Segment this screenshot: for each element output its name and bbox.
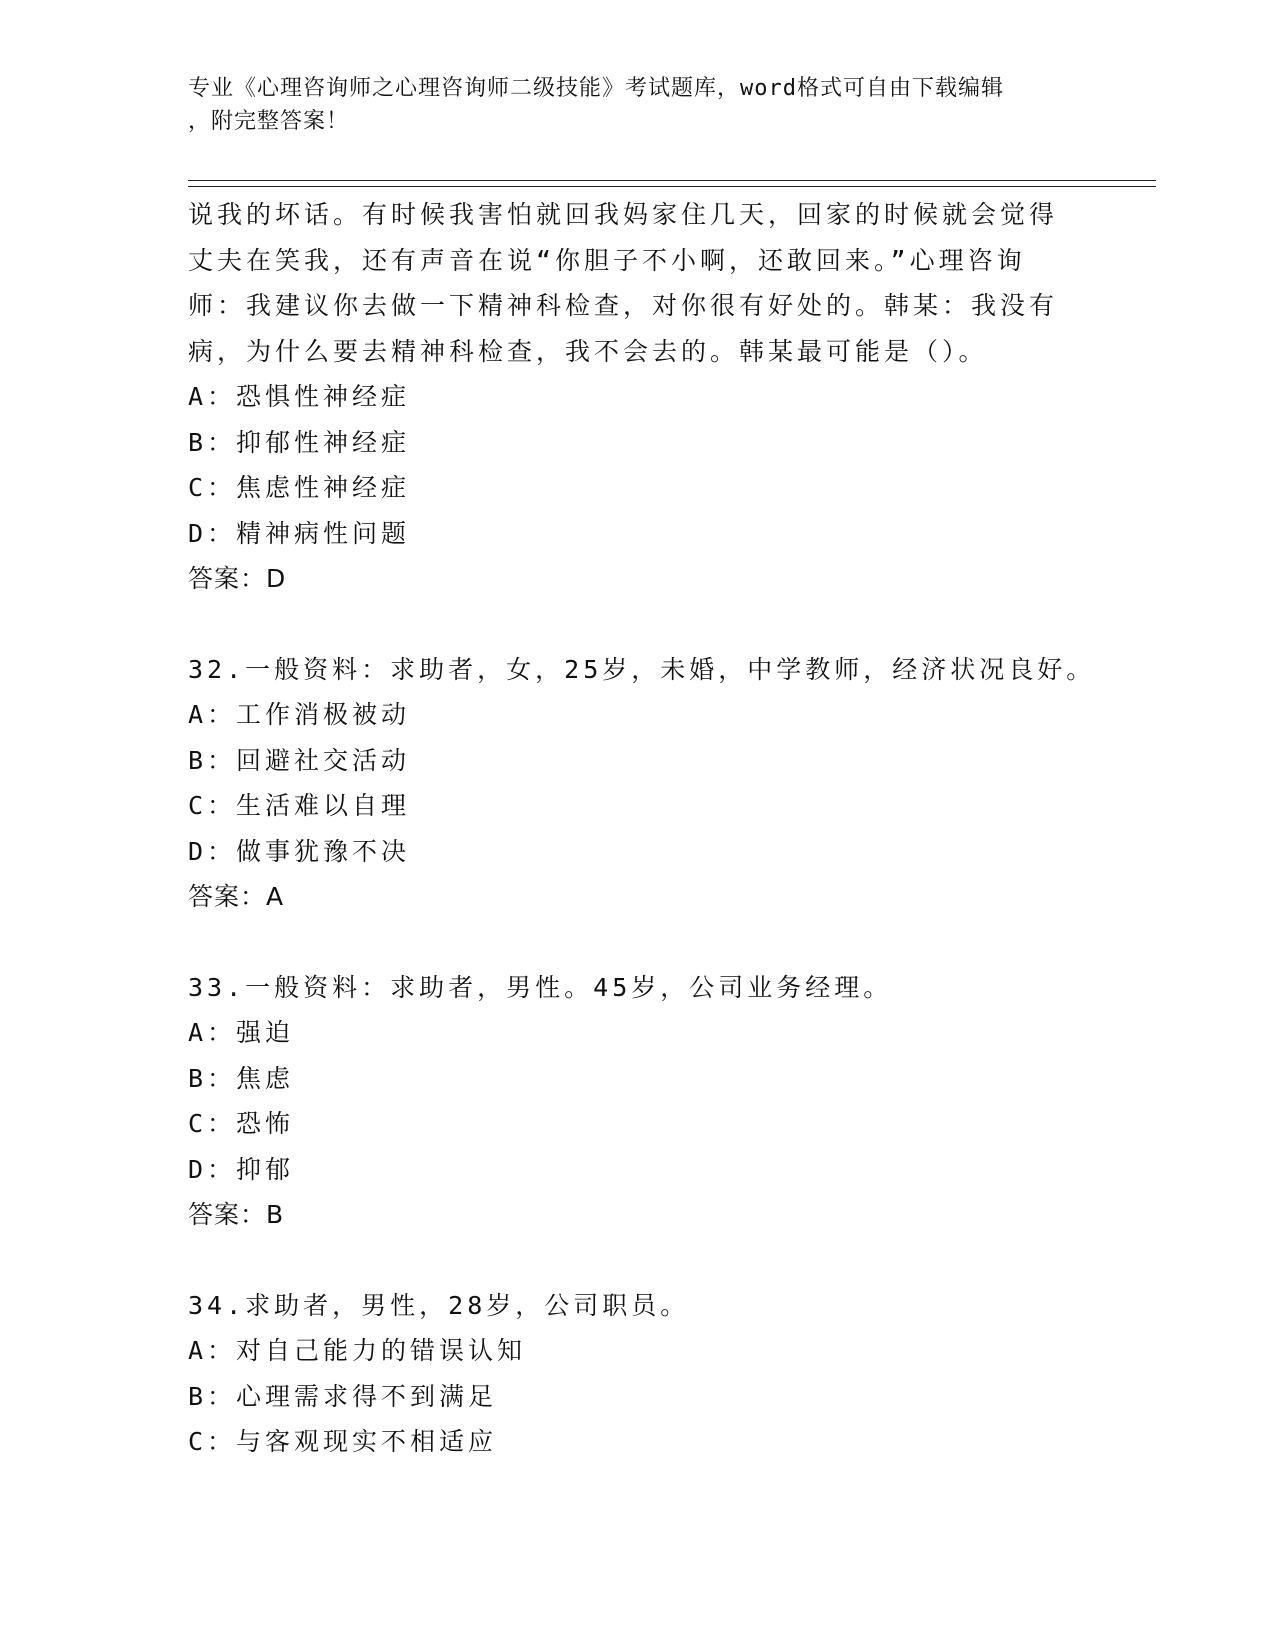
answer-line: 答案：B <box>188 1200 285 1229</box>
document-header <box>188 72 1088 138</box>
question-stem-line: 病，为什么要去精神科检查，我不会去的。韩某最可能是（）。 <box>188 336 988 366</box>
option-d: D：做事犹豫不决 <box>188 836 411 866</box>
option-d: D：抑郁 <box>188 1154 295 1184</box>
option-a: A：强迫 <box>188 1018 295 1047</box>
question-stem: 34.求助者，男性，28岁，公司职员。 <box>188 1290 690 1320</box>
option-b: B：焦虑 <box>188 1063 295 1093</box>
question-34 <box>188 1283 1068 1465</box>
question-31 <box>188 192 1068 602</box>
question-list <box>188 192 1096 1465</box>
option-b: B：心理需求得不到满足 <box>188 1381 498 1411</box>
question-stem: 32.一般资料：求助者，女，25岁，未婚，中学教师，经济状况良好。 <box>188 654 1096 684</box>
header-divider <box>188 180 1156 187</box>
spacer <box>188 602 1068 647</box>
option-c: C：焦虑性神经症 <box>188 473 411 502</box>
question-stem-line: 说我的坏话。有时候我害怕就回我妈家住几天，回家的时候就会觉得 <box>188 200 1059 229</box>
option-a: A：工作消极被动 <box>188 700 411 729</box>
option-c: C：与客观现实不相适应 <box>188 1427 498 1456</box>
header-line-2: ，附完整答案！ <box>188 109 350 134</box>
question-stem-line: 师：我建议你去做一下精神科检查，对你很有好处的。韩某：我没有 <box>188 291 1059 320</box>
answer-line: 答案：A <box>188 882 285 911</box>
option-b: B：抑郁性神经症 <box>188 427 411 457</box>
header-line-1: 专业《心理咨询师之心理咨询师二级技能》考试题库，word格式可自由下载编辑 <box>188 76 1004 101</box>
question-32 <box>188 647 1096 920</box>
question-stem-line: 丈夫在笑我，还有声音在说“你胆子不小啊，还敢回来。”心理咨询 <box>188 245 1026 275</box>
option-d: D：精神病性问题 <box>188 518 411 548</box>
option-c: C：生活难以自理 <box>188 791 411 820</box>
option-a: A：对自己能力的错误认知 <box>188 1336 527 1365</box>
option-c: C：恐怖 <box>188 1109 295 1138</box>
answer-line: 答案：D <box>188 564 287 593</box>
option-a: A：恐惧性神经症 <box>188 382 411 411</box>
question-stem: 33.一般资料：求助者，男性。45岁，公司业务经理。 <box>188 972 893 1002</box>
spacer <box>188 920 1068 965</box>
spacer <box>188 1238 1068 1283</box>
question-33 <box>188 965 1068 1238</box>
option-b: B：回避社交活动 <box>188 745 411 775</box>
